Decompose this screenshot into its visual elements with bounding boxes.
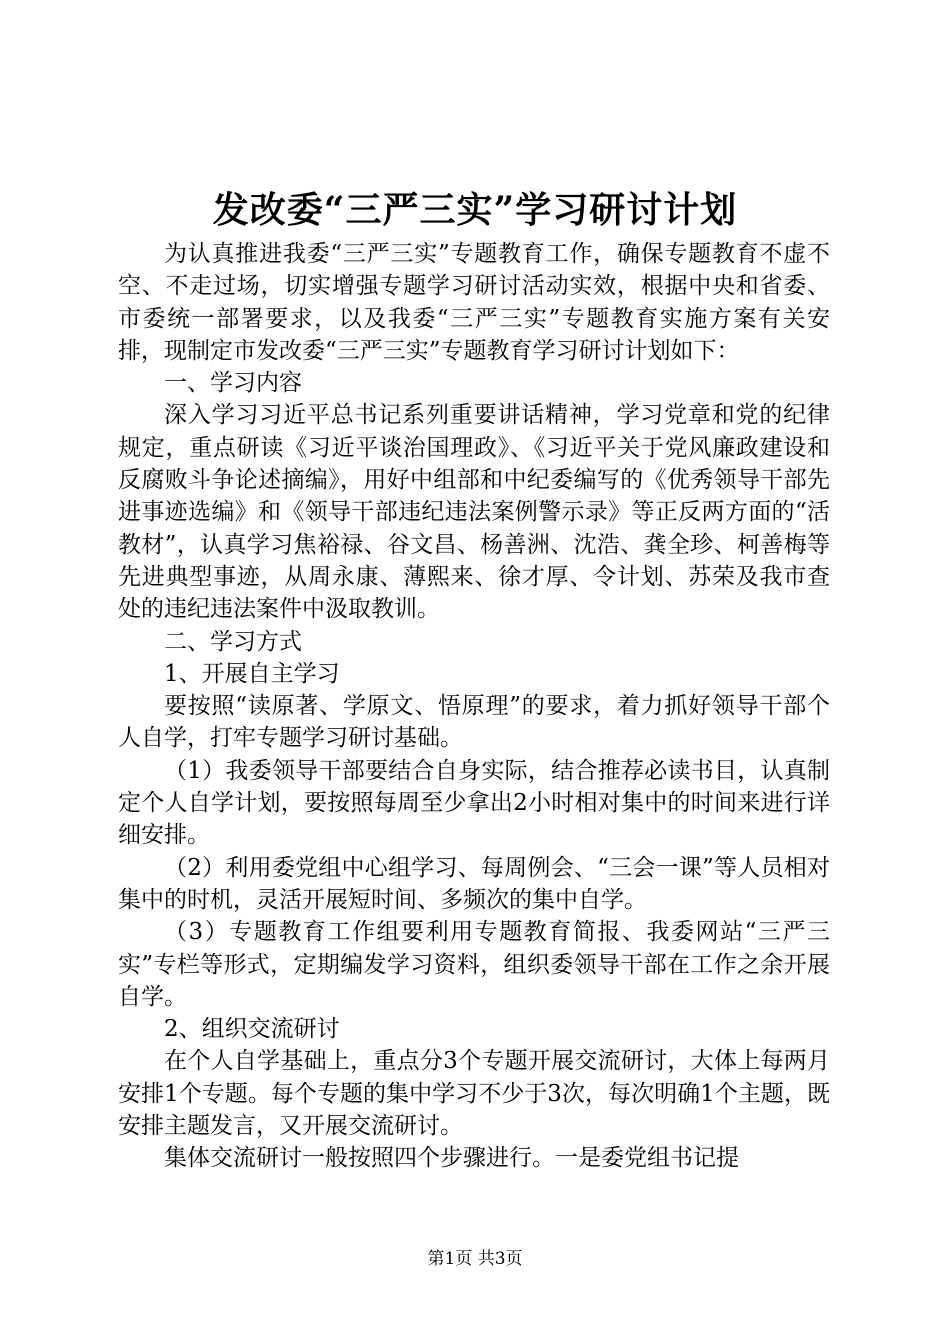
section-heading-content: 一、学习内容 <box>164 370 302 397</box>
subheading-self-study: 1、开展自主学习 <box>164 660 340 687</box>
paragraph-item-1: （1）我委领导干部要结合自身实际，结合推荐必读书目，认真制定个人自学计划，要按照每周至少拿出2小时相对集中的时间来进行详细安排。 <box>118 757 830 849</box>
paragraph-content: 深入学习习近平总书记系列重要讲话精神，学习党章和党的纪律规定，重点研读《习近平谈治国理政》、《习近平关于党风廉政建设和反腐败斗争论述摘编》，用好中组部和中纪委编写的《优秀领导干部先进事迹选编》和《领导干部违纪违法案例警示录》等正反两方面的“活教材”，认真学习焦裕禄、谷文昌、杨善洲、沈浩、龚全珍、柯善梅等先进典型事迹，从周永康、薄熙来、徐才厚、令计划、苏荣及我市查处的违纪违法案件中汲取教训。 <box>118 402 830 623</box>
subheading-discussion: 2、组织交流研讨 <box>164 1016 340 1043</box>
document-title: 发改委“三严三实”学习研讨计划 <box>212 189 738 231</box>
paragraph-intro: 为认真推进我委“三严三实”专题教育工作，确保专题教育不虚不空、不走过场，切实增强专题学习研讨活动实效，根据中央和省委、市委统一部署要求，以及我委“三严三实”专题教育实施方案有关安排，现制定市发改委“三严三实”专题教育学习研讨计划如下： <box>118 241 830 364</box>
paragraph-item-2: （2）利用委党组中心组学习、每周例会、“三会一课”等人员相对集中的时机，灵活开展短时间、多频次的集中自学。 <box>118 854 830 913</box>
section-heading-method: 二、学习方式 <box>164 628 302 655</box>
paragraph-item-3: （3）专题教育工作组要利用专题教育简报、我委网站“三严三实”专栏等形式，定期编发学习资料，组织委领导干部在工作之余开展自学。 <box>118 919 830 1010</box>
page-footer: 第1页 共3页 <box>427 1249 523 1269</box>
paragraph-self-study: 要按照“读原著、学原文、悟原理”的要求，着力抓好领导干部个人自学，打牢专题学习研讨基础。 <box>118 693 830 752</box>
paragraph-discussion: 在个人自学基础上，重点分3个专题开展交流研讨，大体上每两月安排1个专题。每个专题的集中学习不少于3次，每次明确1个主题，既安排主题发言，又开展交流研讨。 <box>118 1048 830 1140</box>
document-body <box>118 238 830 1175</box>
paragraph-steps: 集体交流研讨一般按照四个步骤进行。一是委党组书记提 <box>164 1145 739 1172</box>
